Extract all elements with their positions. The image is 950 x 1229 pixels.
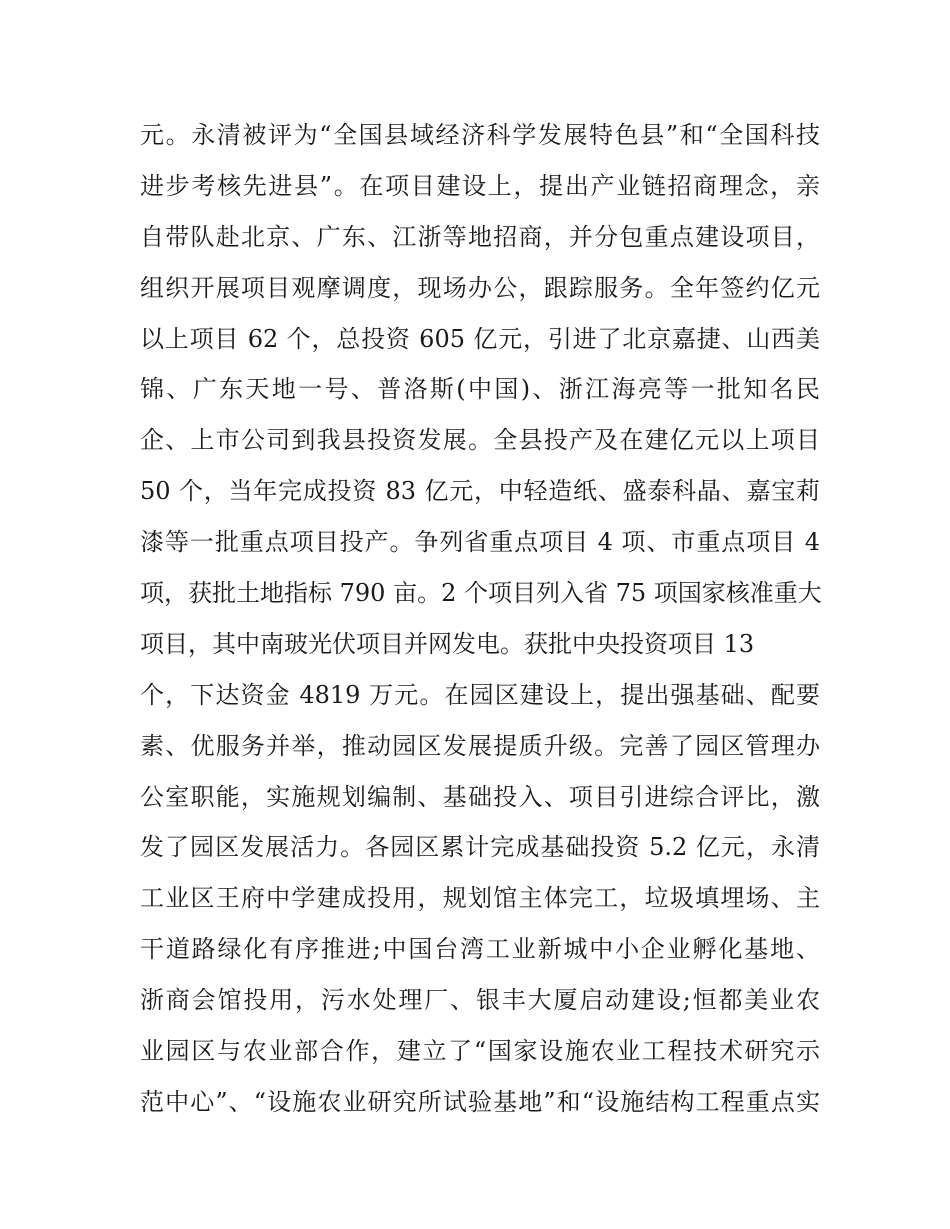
text-line-7: 企、上市公司到我县投资发展。全县投产及在建亿元以上项目: [140, 426, 820, 455]
text-line-13: 素、优服务并举，推动园区发展提质升级。完善了园区管理办: [140, 731, 820, 760]
text-line-6: 锦、广东天地一号、普洛斯(中国)、浙江海亮等一批知名民: [140, 375, 820, 404]
text-line-3: 自带队赴北京、广东、江浙等地招商，并分包重点建设项目，: [140, 222, 820, 251]
text-line-20: 范中心”、“设施农业研究所试验基地”和“设施结构工程重点实: [140, 1087, 820, 1116]
text-line-11: 项目，其中南玻光伏项目并网发电。获批中央投资项目 13: [140, 629, 755, 658]
text-line-14: 公室职能，实施规划编制、基础投入、项目引进综合评比，激: [140, 782, 820, 811]
text-line-18: 浙商会馆投用，污水处理厂、银丰大厦启动建设;恒都美业农: [140, 986, 820, 1015]
text-line-16: 工业区王府中学建成投用，规划馆主体完工，垃圾填埋场、主: [140, 884, 820, 913]
text-line-15: 发了园区发展活力。各园区累计完成基础投资 5.2 亿元，永清: [140, 833, 820, 862]
text-line-8: 50 个，当年完成投资 83 亿元，中轻造纸、盛泰科晶、嘉宝莉: [140, 477, 820, 506]
text-line-10: 项，获批土地指标 790 亩。2 个项目列入省 75 项国家核准重大: [140, 579, 822, 608]
text-line-19: 业园区与农业部合作，建立了“国家设施农业工程技术研究示: [140, 1037, 820, 1066]
text-line-12: 个，下达资金 4819 万元。在园区建设上，提出强基础、配要: [140, 680, 820, 709]
text-line-4: 组织开展项目观摩调度，现场办公，跟踪服务。全年签约亿元: [140, 273, 820, 302]
body-text: [140, 110, 820, 1128]
text-line-5: 以上项目 62 个，总投资 605 亿元，引进了北京嘉捷、山西美: [140, 324, 820, 353]
text-line-1: 元。永清被评为“全国县域经济科学发展特色县”和“全国科技: [140, 121, 820, 149]
text-line-9: 漆等一批重点项目投产。争列省重点项目 4 项、市重点项目 4: [140, 528, 820, 557]
text-line-2: 进步考核先进县”。在项目建设上，提出产业链招商理念，亲: [140, 171, 820, 200]
text-line-17: 干道路绿化有序推进;中国台湾工业新城中小企业孵化基地、: [140, 935, 820, 964]
